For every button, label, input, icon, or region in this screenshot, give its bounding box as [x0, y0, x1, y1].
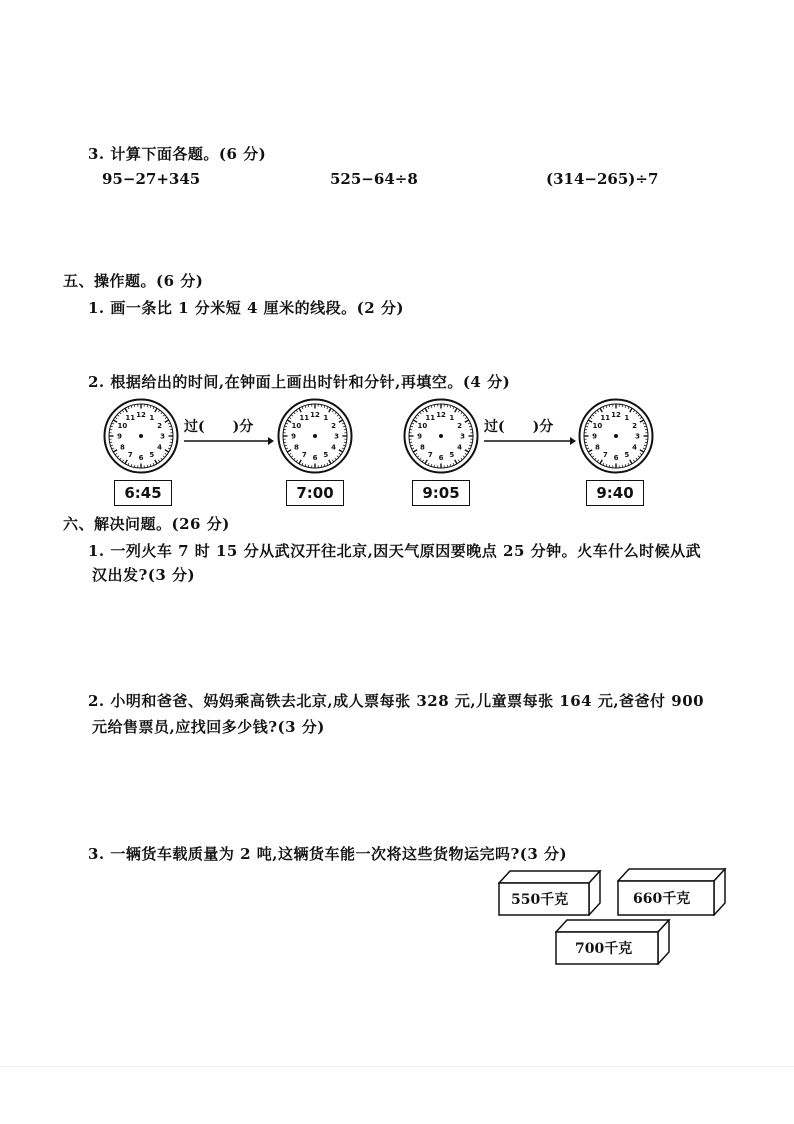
clock-numeral: 3 — [160, 432, 165, 441]
page-divider — [0, 1066, 794, 1067]
elapsed-arrow-2 — [484, 418, 576, 448]
section5-q2: 2. 根据给出的时间,在钟面上画出时针和分针,再填空。(4 分) — [88, 373, 511, 391]
expression-2: 525−64÷8 — [330, 170, 418, 188]
clock-numeral: 8 — [419, 443, 425, 452]
clock-numeral: 10 — [592, 421, 603, 430]
clock-numeral: 2 — [632, 421, 638, 430]
arrow-icon — [484, 436, 576, 446]
expression-1: 95−27+345 — [102, 170, 201, 188]
clock-numeral: 3 — [460, 432, 465, 441]
clock-numeral: 4 — [457, 443, 463, 452]
elapsed-label-1: 过( )分 — [184, 419, 254, 435]
section6-q1-line2: 汉出发?(3 分) — [92, 566, 196, 584]
clock-numeral: 8 — [119, 443, 125, 452]
clock-numeral: 8 — [594, 443, 600, 452]
clock-numeral: 2 — [157, 421, 163, 430]
clock-numeral: 1 — [323, 413, 329, 422]
clock-numeral: 10 — [291, 421, 302, 430]
section5-q1: 1. 画一条比 1 分米短 4 厘米的线段。(2 分) — [88, 299, 404, 317]
clock-center-dot — [313, 434, 317, 438]
elapsed-arrow-1 — [184, 418, 274, 448]
clock-numeral: 10 — [417, 421, 428, 430]
clock-numeral: 4 — [632, 443, 638, 452]
clock-numeral: 4 — [157, 443, 163, 452]
clock-face-4 — [578, 398, 654, 474]
clock-numeral: 6 — [438, 454, 444, 463]
clock-numeral: 11 — [600, 413, 611, 422]
clock-numeral: 11 — [299, 413, 310, 422]
clock-face-1 — [103, 398, 179, 474]
clock-numeral: 9 — [592, 432, 597, 441]
clock-numeral: 1 — [149, 413, 155, 422]
section6-q1-line1: 1. 一列火车 7 时 15 分从武汉开往北京,因天气原因要晚点 25 分钟。火车什么时候从武 — [88, 542, 702, 560]
clock-face-2 — [277, 398, 353, 474]
clock-numeral: 2 — [457, 421, 463, 430]
cargo-label-550: 550千克 — [511, 892, 569, 908]
clock-numeral: 5 — [624, 451, 630, 460]
arrow-icon — [184, 436, 274, 446]
clock-numeral: 1 — [624, 413, 630, 422]
clock-numeral: 9 — [291, 432, 296, 441]
clock-numeral: 9 — [417, 432, 422, 441]
section6-q2-line1: 2. 小明和爸爸、妈妈乘高铁去北京,成人票每张 328 元,儿童票每张 164 元,爸爸付 900 — [88, 692, 705, 710]
expression-3: (314−265)÷7 — [546, 170, 659, 188]
clock-numeral: 7 — [427, 451, 433, 460]
clock-center-dot — [614, 434, 618, 438]
clock-numeral: 8 — [293, 443, 299, 452]
clock-numeral: 9 — [117, 432, 122, 441]
clock-numeral: 11 — [125, 413, 136, 422]
clock-numeral: 7 — [127, 451, 133, 460]
clock-center-dot — [439, 434, 443, 438]
section6-q2-line2: 元给售票员,应找回多少钱?(3 分) — [92, 718, 325, 736]
clock-numeral: 6 — [138, 454, 144, 463]
clock-numeral: 6 — [613, 454, 619, 463]
clock-numeral: 12 — [136, 411, 146, 420]
clock-numeral: 5 — [323, 451, 329, 460]
clock-face-3 — [403, 398, 479, 474]
clock-numeral: 12 — [436, 411, 446, 420]
section5-title: 五、操作题。(6 分) — [63, 272, 204, 290]
cargo-label-660: 660千克 — [633, 891, 691, 907]
clock-numeral: 2 — [331, 421, 337, 430]
cargo-box-550 — [498, 870, 602, 916]
clock-numeral: 7 — [602, 451, 608, 460]
section6-title: 六、解决问题。(26 分) — [63, 515, 230, 533]
clock-numeral: 1 — [449, 413, 455, 422]
time-box-1: 6:45 — [114, 480, 172, 506]
clock-numeral: 5 — [449, 451, 455, 460]
clock-numeral: 3 — [635, 432, 640, 441]
cargo-label-700: 700千克 — [575, 941, 633, 957]
time-box-3: 9:05 — [412, 480, 470, 506]
section6-q3: 3. 一辆货车载质量为 2 吨,这辆货车能一次将这些货物运完吗?(3 分) — [88, 845, 568, 863]
clock-numeral: 7 — [301, 451, 307, 460]
time-box-2: 7:00 — [286, 480, 344, 506]
cargo-box-660 — [617, 868, 727, 916]
clock-numeral: 3 — [334, 432, 339, 441]
clock-numeral: 11 — [425, 413, 436, 422]
clock-numeral: 6 — [312, 454, 318, 463]
cargo-box-700 — [555, 919, 671, 965]
clock-numeral: 4 — [331, 443, 337, 452]
q3-calc-title: 3. 计算下面各题。(6 分) — [88, 145, 267, 163]
clock-center-dot — [139, 434, 143, 438]
clock-numeral: 12 — [611, 411, 621, 420]
clock-numeral: 12 — [310, 411, 320, 420]
elapsed-label-2: 过( )分 — [484, 419, 554, 435]
clock-numeral: 5 — [149, 451, 155, 460]
time-box-4: 9:40 — [586, 480, 644, 506]
clock-numeral: 10 — [117, 421, 128, 430]
